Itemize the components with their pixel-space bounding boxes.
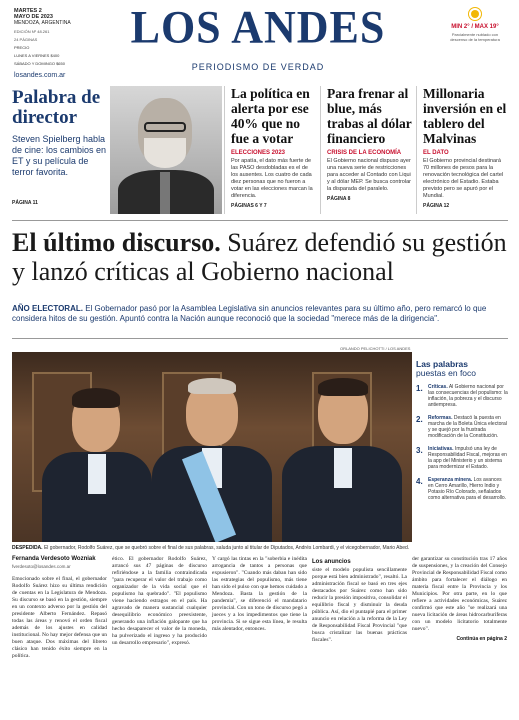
article-column-3: [212, 556, 307, 633]
item-number: 1.: [416, 384, 423, 393]
teaser-text: Por apatía, el dato más fuerte de las PASO desdobladas es el de los ausentes. Los cuatro de cada diez personas que no fueron a votar en las elecciones marcan la diferencia.: [231, 158, 313, 199]
person-hair: [188, 378, 236, 394]
lead-text: El Gobernador pasó por la Asamblea Legislativa sin anuncios relevantes para su último año, pero remarcó lo que considera hitos de su gestión. Apuntó contra la Nación aunque reconoció que la sociedad "merece más de la dirigencia".: [12, 304, 487, 323]
article-column-5: [412, 556, 507, 643]
teaser-body: Steven Spielberg habla de cine: los cambios en ET y su película de terror favorita.: [12, 134, 107, 177]
edition-number: EDICIÓN Nº 48.261: [14, 29, 50, 34]
item-text: [428, 446, 508, 470]
list-item: [416, 384, 508, 408]
continues-link[interactable]: Continúa en página 2: [456, 636, 507, 642]
main-headline[interactable]: [12, 228, 508, 286]
portrait-tie: [160, 172, 170, 214]
teaser-text: El Gobierno nacional dispuso ayer una nueva serie de restricciones para acceder al Contado con Liqui y al dólar MEP. Se busca controlar la disparada del paralelo.: [327, 158, 411, 192]
date-month: MAYO DE 2023: [14, 14, 53, 20]
person-hair: [72, 388, 120, 408]
item-text: [428, 384, 508, 408]
item-body: Impulsó una ley de Responsabilidad Fiscal, mejoras en la app del Ministerio y un sistema para modernizar el Estado.: [428, 446, 507, 470]
item-number: 3.: [416, 446, 423, 455]
price-weekend: SÁBADO Y DOMINGO $650: [14, 61, 65, 66]
article-column-1: [12, 556, 107, 660]
photo-caption: [12, 545, 508, 551]
teaser-page: PÁGINA 11: [12, 200, 38, 206]
words-title: Las palabras: [416, 359, 468, 369]
list-item: [416, 477, 508, 501]
main-lead: [12, 304, 508, 324]
column-text: Y cargó las tintas en la "soberbia e inédita arrogancia de tantos a personas que expusieron". "Cuando más daban han sido las estrategias del populismo, más tiene han sido el pulso con que hemos cuidado a Mendoza. Basta la gestión de la pandemia", se diferenció el mandatario provincial. Con un tono de discurso pegó a jueces y a los impedimentos que tiene la provincia. Si se sigue esta línea, le resulta más alentador, entonces.: [212, 556, 307, 632]
item-body: Al Gobierno nacional por las consecuencias del populismo: la inflación, la pobreza y el discurso antiempresa.: [428, 384, 508, 408]
teaser-economia[interactable]: [320, 86, 412, 214]
main-photo[interactable]: [12, 352, 412, 542]
teaser-page: PÁGINA 8: [327, 196, 351, 202]
caption-text: El gobernador, Rodolfo Suárez, que se quebró sobre el final de sus palabras, saluda junto al titular de Diputados, Andrés Lombardi, y el vicegobernador, Mario Abed.: [42, 545, 410, 551]
portrait-glasses: [144, 122, 186, 132]
portrait-beard: [144, 138, 186, 168]
caption-tag: DESPEDIDA.: [12, 545, 43, 551]
item-tag: Iniciativas.: [428, 446, 454, 452]
weather-temps: MIN 2° / MAX 19°: [451, 24, 499, 30]
headline-rest: Suárez defendió su gestión y lanzó críticas al Gobierno nacional: [12, 228, 507, 286]
teaser-kicker: Palabra de director: [12, 87, 101, 128]
person-shirt: [334, 448, 352, 488]
photo-credit: ORLANDO PELICHOTTI / LOS ANDES: [340, 346, 411, 351]
article-column-4: [312, 556, 407, 644]
list-item: [416, 446, 508, 470]
item-body: Destacó la puesta en marcha de la Boleta Única electoral y se quejó por la frustrada modificación de la Constitución.: [428, 415, 507, 439]
teaser-headline: Millonaria inversión en el tablero del Malvinas: [423, 86, 507, 146]
date-block: [14, 8, 84, 66]
words-subtitle: puestas en foco: [416, 368, 477, 378]
teaser-elecciones[interactable]: [224, 86, 316, 214]
teaser-spielberg[interactable]: [12, 86, 220, 214]
weather-widget: [443, 6, 507, 42]
teaser-malvinas[interactable]: [416, 86, 508, 214]
teaser-section: CRISIS DE LA ECONOMÍA: [327, 150, 402, 156]
column-text: ético. El gobernador Rodolfo Suárez, arrancó sus 47 páginas de discurso refiriéndose a la familia contraindicada "para recuperar el valor del trabajo como organizador de la vida social que el populismo ha quebrado". "El populismo viene haciendo estragos en el país. Ha agravado de manera sustancial cualquier desequilibrio económico preexistente, generando una inflación galopante que ha hecho desaparecer el valor de la moneda, ha pulverizado el ingreso y ha producido un desarrollo empresario", expresó.: [112, 556, 207, 646]
teaser-page: PÁGINA 12: [423, 203, 450, 209]
list-item: [416, 415, 508, 439]
article-column-2: [112, 556, 207, 647]
person-shirt: [88, 454, 106, 494]
page-count: 24 PÁGINAS: [14, 37, 38, 42]
weather-description: Parcialmente nublado con descenso de la temperatura: [450, 32, 500, 42]
column-text: der garantizar su constitución tras 17 años de suspensiones, y la creación del Consejo Provincial de Responsabilidad Fiscal como ámbito para fortalecer el diálogo en materia fiscal entre la Provincia y los Municipios. Por otra parte, en lo que refiere a actividades económicas, Suárez confirmó que este año "se realizará una nueva licitación de áreas hidrocarburíferas con un modelo licitatorio totalmente nuevo".: [412, 556, 508, 632]
teaser-page: PÁGINAS 6 Y 7: [231, 203, 267, 209]
column-text: siste el modelo populista sencillamente porque está bien administrado", resaltó. La administración fiscal se basó en tres ejes destacados por Suárez como han sido reducir la presión impositiva, consolidar el equilibrio fiscal y disminuir la deuda pública. Así, dio el puntapié para el primer anuncio en relación a la reforma de la Ley de Responsabilidad Fiscal Provincial "que busca cristalizar las buenas prácticas fiscales".: [312, 567, 407, 643]
column-subhead: Los anuncios: [312, 559, 351, 565]
words-in-focus-box: [416, 360, 508, 542]
item-text: [428, 477, 508, 501]
sun-icon: [467, 6, 483, 22]
lead-tag: AÑO ELECTORAL.: [12, 304, 83, 313]
website-link[interactable]: losandes.com.ar: [14, 72, 66, 79]
newspaper-logo[interactable]: LOS ANDES: [130, 1, 386, 54]
teaser-headline: Para frenar al blue, más trabas al dólar financiero: [327, 86, 412, 146]
tagline: PERIODISMO DE VERDAD: [191, 62, 325, 72]
item-tag: Esperanza minera.: [428, 477, 473, 483]
item-tag: Críticas.: [428, 384, 448, 390]
spielberg-portrait: [110, 86, 222, 214]
item-tag: Reformas.: [428, 415, 453, 421]
masthead: [0, 0, 519, 78]
byline-email[interactable]: fverdesoto@losandes.com.ar: [12, 564, 71, 569]
teaser-text: El Gobierno provincial destinará 70 millones de pesos para la renovación tecnológica del cartel electrónico del Estadio. Estaba previsto pero se apuró por el Mundial.: [423, 158, 504, 199]
item-number: 2.: [416, 415, 423, 424]
headline-strong: El último discurso.: [12, 228, 221, 257]
divider: [12, 220, 508, 221]
person-hair: [318, 378, 368, 396]
article-body: [12, 556, 508, 716]
column-text: Emocionado sobre el final, el gobernador Rodolfo Suárez hizo su última rendición de cuentas en la Legislatura de Mendoza. Su discurso se basó en la gestión, siempre en un contexto adverso por la gestión del presidente Alberto Fernández. Repasó todas las áreas y renovó el orden fiscal además de los ajustes en calidad institucional. No hay mejor defensa que un buen ataque. Dos máximas del libreto clásico han tenido éxito siempre en la política.: [12, 576, 107, 659]
item-text: [428, 415, 508, 439]
price-label: PRECIO: [14, 45, 30, 50]
date-day: MARTES 2: [14, 8, 42, 14]
top-teasers: [12, 86, 508, 214]
item-body: Los avances en Cerro Amarillo, Hierro Indio y Potasio Río Colorado, señalados como alternativa para el desarrollo.: [428, 477, 507, 501]
divider: [12, 338, 508, 339]
teaser-section: ELECCIONES 2023: [231, 150, 286, 156]
price-weekday: LUNES A VIERNES $400: [14, 53, 60, 58]
item-number: 4.: [416, 477, 423, 486]
date-city: MENDOZA, ARGENTINA: [14, 20, 71, 26]
teaser-section: EL DATO: [423, 150, 449, 156]
byline: Fernanda Verdesoto Wozniak: [12, 556, 96, 562]
teaser-headline: La política en alerta por ese 40% que no fue a votar: [231, 86, 310, 146]
